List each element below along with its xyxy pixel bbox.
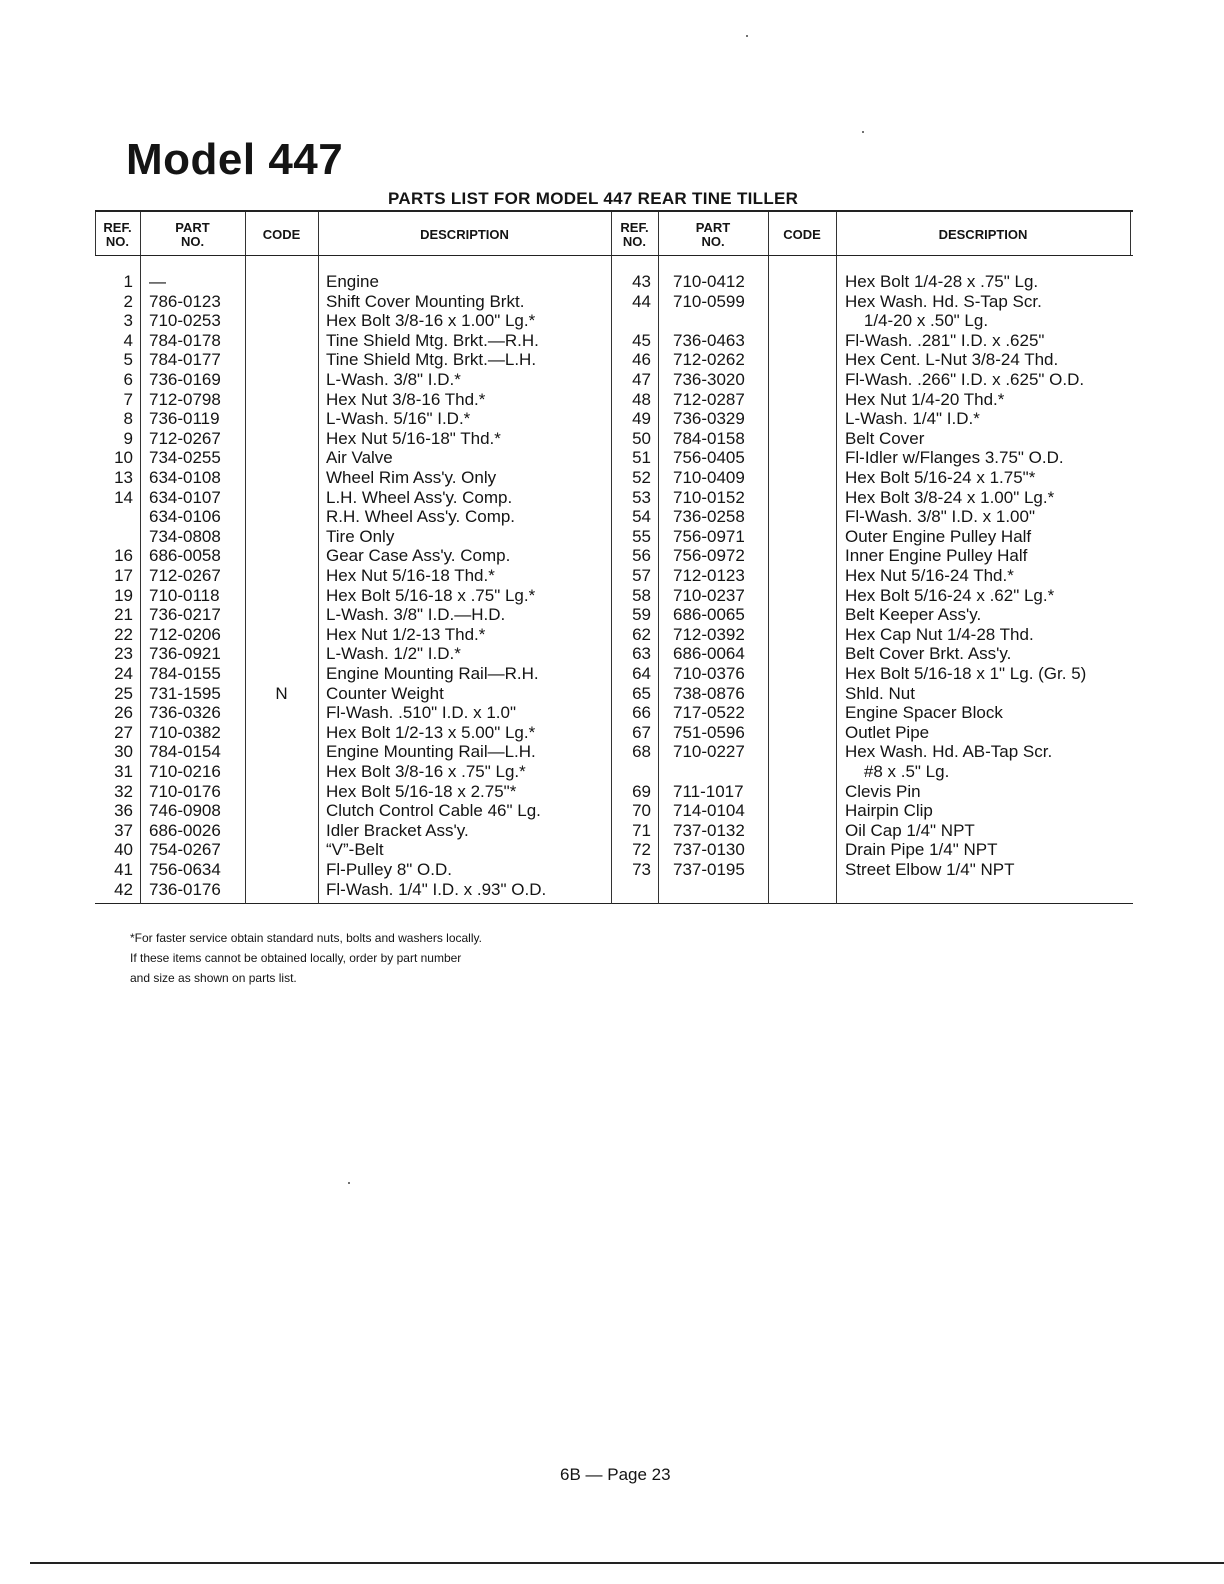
part-description: Hex Wash. Hd. AB-Tap Scr. — [845, 742, 1053, 762]
part-number: 710-0382 — [149, 722, 221, 742]
part-description: R.H. Wheel Ass'y. Comp. — [326, 507, 516, 527]
part-description: Fl-Wash. 1/4" I.D. x .93" O.D. — [326, 879, 547, 899]
ref-number: 57 — [632, 566, 651, 585]
part-description: Engine Mounting Rail—R.H. — [326, 664, 539, 683]
part-description: Hex Bolt 1/2-13 x 5.00" Lg.* — [326, 722, 536, 742]
ref-number: 59 — [632, 605, 651, 625]
part-number: 738-0876 — [673, 683, 745, 703]
ref-number: 69 — [632, 781, 651, 801]
part-number: 717-0522 — [673, 703, 745, 723]
part-number: 736-0217 — [149, 605, 221, 625]
part-description: Drain Pipe 1/4" NPT — [845, 840, 998, 860]
ref-number: 10 — [114, 448, 133, 468]
header-description: DESCRIPTION — [420, 227, 509, 242]
part-number: 710-0376 — [673, 664, 745, 683]
part-number: 710-0118 — [149, 585, 220, 605]
ref-number: 49 — [632, 409, 651, 429]
part-number: 710-0409 — [673, 468, 745, 487]
part-description: Shift Cover Mounting Brkt. — [326, 291, 525, 311]
part-number: 784-0154 — [149, 742, 221, 762]
footnote-line: *For faster service obtain standard nuts, bolts and washers locally. — [130, 931, 482, 945]
part-description: Tine Shield Mtg. Brkt.—R.H. — [326, 330, 539, 350]
ref-number: 27 — [114, 722, 133, 742]
part-number: 737-0132 — [673, 820, 745, 840]
part-number: 754-0267 — [149, 840, 221, 860]
part-number: 784-0178 — [149, 330, 221, 350]
ref-number: 30 — [114, 742, 133, 762]
part-description: “V”-Belt — [326, 840, 384, 860]
ref-number: 66 — [632, 703, 651, 723]
part-description: L-Wash. 3/8" I.D.—H.D. — [326, 605, 506, 625]
part-number: 712-0267 — [149, 428, 221, 448]
part-number: 710-0216 — [149, 762, 221, 781]
part-number: 736-0176 — [149, 879, 221, 899]
part-description: 1/4-20 x .50" Lg. — [845, 311, 989, 331]
part-description: Outer Engine Pulley Half — [845, 526, 1032, 546]
ref-number: 25 — [114, 683, 133, 703]
ref-number: 67 — [632, 722, 651, 742]
part-number: 686-0064 — [673, 644, 745, 664]
part-description: Hex Bolt 5/16-18 x .75" Lg.* — [326, 585, 536, 605]
ref-number: 68 — [632, 742, 651, 762]
part-description: Engine Spacer Block — [845, 703, 1003, 723]
part-description: Wheel Rim Ass'y. Only — [326, 468, 497, 487]
ref-number: 40 — [114, 840, 133, 860]
footnote — [130, 928, 482, 988]
ref-number: 23 — [114, 644, 133, 664]
ref-number: 44 — [632, 291, 651, 311]
column-divider — [318, 212, 319, 904]
part-description: Hex Bolt 1/4-28 x .75" Lg. — [845, 272, 1039, 291]
scan-speck — [348, 1182, 350, 1184]
part-description: Hex Cap Nut 1/4-28 Thd. — [845, 624, 1034, 644]
part-description: Belt Cover Brkt. Ass'y. — [845, 644, 1012, 664]
ref-number: 9 — [123, 428, 133, 448]
header-part-no: PART NO. — [175, 220, 210, 249]
part-description: Hex Bolt 3/8-24 x 1.00" Lg.* — [845, 487, 1055, 507]
ref-number: 53 — [632, 487, 651, 507]
ref-number: 47 — [632, 370, 651, 389]
ref-number: 72 — [632, 840, 651, 860]
ref-number: 21 — [114, 605, 133, 625]
header-rule — [95, 255, 1133, 256]
part-number: 736-0329 — [673, 409, 745, 429]
part-number: 712-0798 — [149, 389, 221, 409]
part-description: Hairpin Clip — [845, 801, 933, 821]
part-number: 736-0169 — [149, 370, 221, 389]
part-number: 784-0177 — [149, 350, 221, 370]
part-description: Engine Mounting Rail—L.H. — [326, 742, 536, 762]
part-description: Tine Shield Mtg. Brkt.—L.H. — [326, 350, 537, 370]
ref-number: 17 — [114, 566, 133, 585]
part-description: Street Elbow 1/4" NPT — [845, 860, 1015, 879]
part-number: 786-0123 — [149, 291, 221, 311]
ref-number: 51 — [632, 448, 651, 468]
footnote-line: and size as shown on parts list. — [130, 971, 297, 985]
part-number: 756-0971 — [673, 526, 745, 546]
part-description: Belt Keeper Ass'y. — [845, 605, 982, 625]
parts-table — [95, 210, 1133, 904]
parts-list-title: PARTS LIST FOR MODEL 447 REAR TINE TILLER — [388, 189, 799, 208]
ref-number: 58 — [632, 585, 651, 605]
part-number: 734-0255 — [149, 448, 221, 468]
part-description: Hex Bolt 3/8-16 x .75" Lg.* — [326, 762, 526, 781]
column-divider — [140, 212, 141, 904]
part-number: 710-0412 — [673, 272, 745, 291]
part-description: Belt Cover — [845, 428, 925, 448]
part-description: Gear Case Ass'y. Comp. — [326, 546, 511, 566]
part-description: Tire Only — [326, 526, 395, 546]
ref-number: 32 — [114, 781, 133, 801]
part-description: Fl-Wash. .510" I.D. x 1.0" — [326, 703, 516, 723]
part-description: Counter Weight — [326, 683, 444, 703]
ref-number: 31 — [114, 762, 133, 781]
ref-number: 54 — [632, 507, 651, 527]
part-description: Clutch Control Cable 46" Lg. — [326, 801, 541, 821]
code-value: N — [275, 683, 288, 703]
ref-number: 70 — [632, 801, 651, 821]
part-number: 756-0972 — [673, 546, 745, 566]
part-description: Hex Wash. Hd. S-Tap Scr. — [845, 291, 1042, 311]
part-number: 736-0463 — [673, 330, 745, 350]
part-number: 710-0227 — [673, 742, 745, 762]
scan-speck — [862, 131, 864, 133]
ref-number: 14 — [114, 487, 133, 507]
part-description: Hex Bolt 5/16-24 x .62" Lg.* — [845, 585, 1055, 605]
part-number: 712-0267 — [149, 566, 221, 585]
part-number: 710-0237 — [673, 585, 745, 605]
ref-number: 46 — [632, 350, 651, 370]
part-number: 712-0206 — [149, 624, 221, 644]
part-number: 756-0405 — [673, 448, 745, 468]
part-description: Fl-Wash. .281" I.D. x .625" — [845, 330, 1045, 350]
part-description: Hex Bolt 5/16-18 x 2.75"* — [326, 781, 517, 801]
footnote-line: If these items cannot be obtained locally, order by part number — [130, 951, 462, 965]
part-description: Hex Bolt 3/8-16 x 1.00" Lg.* — [326, 311, 536, 331]
part-description: Fl-Wash. 3/8" I.D. x 1.00" — [845, 507, 1035, 527]
ref-number: 3 — [123, 311, 133, 331]
part-number: 736-3020 — [673, 370, 745, 389]
part-description: Oil Cap 1/4" NPT — [845, 820, 975, 840]
ref-number: 37 — [114, 820, 133, 840]
part-description: Fl-Wash. .266" I.D. x .625" O.D. — [845, 370, 1085, 389]
header-code: CODE — [262, 227, 301, 242]
part-number: 736-0258 — [673, 507, 745, 527]
part-description: Fl-Pulley 8" O.D. — [326, 860, 453, 879]
part-description: Hex Nut 3/8-16 Thd.* — [326, 389, 486, 409]
header-description: DESCRIPTION — [938, 227, 1028, 242]
part-number: 710-0599 — [673, 291, 745, 311]
model-title: Model 447 — [126, 135, 344, 184]
part-number: 784-0155 — [149, 664, 221, 683]
ref-number: 45 — [632, 330, 651, 350]
part-number: 731-1595 — [149, 683, 221, 703]
part-number: 712-0287 — [673, 389, 745, 409]
part-number: 634-0106 — [149, 507, 221, 527]
part-description: Inner Engine Pulley Half — [845, 546, 1028, 566]
part-description: Engine — [326, 272, 379, 291]
ref-number: 43 — [632, 272, 651, 291]
part-description: Outlet Pipe — [845, 722, 930, 742]
part-description: Hex Bolt 5/16-24 x 1.75"* — [845, 468, 1036, 487]
column-divider — [245, 212, 246, 904]
column-divider — [658, 212, 659, 904]
part-number: 756-0634 — [149, 860, 221, 879]
ref-number: 22 — [114, 624, 133, 644]
part-description: L-Wash. 1/2" I.D.* — [326, 644, 461, 664]
part-description: Hex Nut 1/2-13 Thd.* — [326, 624, 486, 644]
ref-number: 73 — [632, 860, 651, 879]
ref-number: 1 — [123, 272, 133, 291]
ref-number: 52 — [632, 468, 651, 487]
part-number: 737-0195 — [673, 860, 745, 879]
ref-number: 42 — [114, 879, 133, 899]
ref-number: 48 — [632, 389, 651, 409]
ref-number: 64 — [632, 664, 651, 683]
part-description: Hex Nut 5/16-18" Thd.* — [326, 428, 501, 448]
part-description: Hex Nut 5/16-24 Thd.* — [845, 566, 1014, 585]
ref-number: 62 — [632, 624, 651, 644]
part-description: Idler Bracket Ass'y. — [326, 820, 469, 840]
column-divider — [1130, 212, 1131, 256]
part-number: — — [149, 272, 166, 291]
ref-number: 71 — [632, 820, 651, 840]
ref-number: 26 — [114, 703, 133, 723]
part-number: 746-0908 — [149, 801, 221, 821]
ref-number: 2 — [123, 291, 133, 311]
part-number: 737-0130 — [673, 840, 745, 860]
header-ref-no: REF. NO. — [620, 220, 649, 249]
part-description: Hex Nut 1/4-20 Thd.* — [845, 389, 1005, 409]
part-number: 686-0026 — [149, 820, 221, 840]
part-number: 634-0108 — [149, 468, 221, 487]
column-divider — [768, 212, 769, 904]
header-code: CODE — [783, 227, 821, 242]
part-description: L-Wash. 1/4" I.D.* — [845, 409, 980, 429]
header-part-no: PART NO. — [695, 220, 731, 249]
part-number: 712-0123 — [673, 566, 745, 585]
ref-number: 7 — [123, 389, 133, 409]
part-description: Hex Cent. L-Nut 3/8-24 Thd. — [845, 350, 1059, 370]
ref-number: 4 — [123, 330, 133, 350]
column-divider — [836, 212, 837, 904]
part-description: L-Wash. 5/16" I.D.* — [326, 409, 471, 429]
part-description: Hex Bolt 5/16-18 x 1" Lg. (Gr. 5) — [845, 664, 1087, 683]
part-description: Hex Nut 5/16-18 Thd.* — [326, 566, 495, 585]
ref-number: 36 — [114, 801, 133, 821]
ref-number: 13 — [114, 468, 133, 487]
part-description: L-Wash. 3/8" I.D.* — [326, 370, 461, 389]
scan-speck — [746, 35, 748, 37]
part-number: 710-0176 — [149, 781, 221, 801]
ref-number: 6 — [123, 370, 133, 389]
part-number: 736-0921 — [149, 644, 221, 664]
part-number: 710-0253 — [149, 311, 221, 331]
part-number: 634-0107 — [149, 487, 221, 507]
ref-number: 19 — [114, 585, 133, 605]
part-number: 711-1017 — [673, 781, 744, 801]
part-description: Air Valve — [326, 448, 393, 468]
ref-number: 56 — [632, 546, 651, 566]
part-number: 686-0058 — [149, 546, 221, 566]
part-number: 736-0119 — [149, 409, 220, 429]
ref-number: 41 — [114, 860, 133, 879]
ref-number: 50 — [632, 428, 651, 448]
part-number: 712-0392 — [673, 624, 745, 644]
ref-number: 16 — [114, 546, 133, 566]
part-number: 686-0065 — [673, 605, 745, 625]
part-description: L.H. Wheel Ass'y. Comp. — [326, 487, 513, 507]
ref-number: 5 — [123, 350, 133, 370]
part-number: 751-0596 — [673, 722, 745, 742]
part-description: #8 x .5" Lg. — [845, 762, 950, 781]
part-number: 734-0808 — [149, 526, 221, 546]
ref-number: 8 — [123, 409, 133, 429]
ref-number: 65 — [632, 683, 651, 703]
page-number: 6B — Page 23 — [560, 1465, 671, 1484]
bottom-rule — [30, 1562, 1224, 1564]
part-description: Shld. Nut — [845, 683, 915, 703]
part-number: 784-0158 — [673, 428, 745, 448]
ref-number: 63 — [632, 644, 651, 664]
part-number: 736-0326 — [149, 703, 221, 723]
ref-number: 24 — [114, 664, 133, 683]
header-ref-no: REF. NO. — [103, 220, 132, 249]
part-number: 710-0152 — [673, 487, 745, 507]
part-description: Clevis Pin — [845, 781, 921, 801]
part-number: 714-0104 — [673, 801, 745, 821]
part-description: Fl-Idler w/Flanges 3.75" O.D. — [845, 448, 1064, 468]
ref-number: 55 — [632, 526, 651, 546]
part-number: 712-0262 — [673, 350, 745, 370]
